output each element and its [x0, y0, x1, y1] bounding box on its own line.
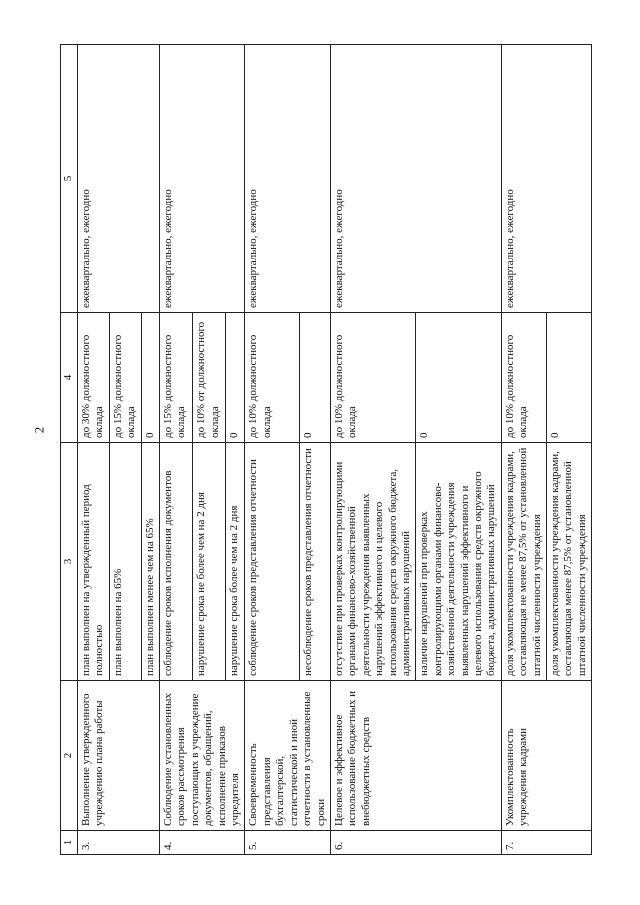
row-number: 4.	[160, 831, 245, 855]
amount-cell: 0	[547, 313, 592, 443]
table-row	[245, 45, 299, 855]
header-cell: 5	[61, 45, 78, 313]
table-row	[160, 45, 193, 855]
amount-cell: 0	[141, 313, 159, 443]
period-cell: ежеквартально, ежегодно	[330, 45, 501, 313]
condition-cell: наличие нарушений при проверках контролирующими органами финансово-хозяйственной деятельности учреждения выявленных нарушений эффективного и целевого использования средств окружного бюджета, административных нарушений	[416, 443, 501, 681]
header-cell: 1	[61, 831, 78, 855]
amount-cell: 0	[226, 313, 245, 443]
period-cell: ежеквартально, ежегодно	[78, 45, 160, 313]
amount-cell: до 30% должностного оклада	[78, 313, 110, 443]
amount-cell: до 10% должностного оклада	[330, 313, 415, 443]
period-cell: ежеквартально, ежегодно	[501, 45, 591, 313]
indicator-cell: Своевременность представления бухгалтерской, статистической и иной отчетности в установленные сроки	[245, 681, 330, 831]
rotated-table-wrapper	[60, 45, 588, 855]
amount-cell: 0	[299, 313, 330, 443]
criteria-table	[60, 44, 592, 855]
condition-cell: отсутствие при проверках контролирующими органами финансово-хозяйственной деятельности учреждения выявленных нарушений эффективного и целевого использования средств окружного бюджета, административных нарушений	[330, 443, 415, 681]
indicator-cell: Укомплектованность учреждения кадрами	[501, 681, 591, 831]
period-cell: ежеквартально, ежегодно	[160, 45, 245, 313]
table-row	[78, 45, 110, 855]
table-row	[501, 45, 546, 855]
amount-cell: до 10% должностного оклада	[245, 313, 299, 443]
row-number: 7.	[501, 831, 591, 855]
condition-cell: соблюдение сроков представления отчетности	[245, 443, 299, 681]
condition-cell: план выполнен менее чем на 65%	[141, 443, 159, 681]
condition-cell: соблюдение сроков исполнения документов	[160, 443, 193, 681]
amount-cell: 0	[416, 313, 501, 443]
indicator-cell: Соблюдение установленных сроков рассмотрения поступающих в учреждение документов, обращений, исполнение приказов учредителя	[160, 681, 245, 831]
header-cell: 2	[61, 681, 78, 831]
table-row	[330, 45, 415, 855]
amount-cell: до 10% от должностного оклада	[193, 313, 226, 443]
condition-cell: несоблюдение сроков представления отчетности	[299, 443, 330, 681]
condition-cell: план выполнен на утвержденный период полностью	[78, 443, 110, 681]
indicator-cell: Целевое и эффективное использование бюджетных и внебюджетных средств	[330, 681, 501, 831]
period-cell: ежеквартально, ежегодно	[245, 45, 330, 313]
condition-cell: доля укомплектованности учреждения кадрами, составляющая менее 87,5% от установленной штатной численности учреждения	[547, 443, 592, 681]
indicator-cell: Выполнение утвержденного учреждению плана работы	[78, 681, 160, 831]
amount-cell: до 10% должностного оклада	[501, 313, 546, 443]
header-row	[61, 45, 78, 855]
amount-cell: до 15% должностного оклада	[160, 313, 193, 443]
condition-cell: нарушение срока не более чем на 2 дня	[193, 443, 226, 681]
row-number: 3.	[78, 831, 160, 855]
header-cell: 4	[61, 313, 78, 443]
condition-cell: нарушение срока более чем на 2 дня	[226, 443, 245, 681]
row-number: 6.	[330, 831, 501, 855]
header-cell: 3	[61, 443, 78, 681]
row-number: 5.	[245, 831, 330, 855]
condition-cell: план выполнен на 65%	[109, 443, 141, 681]
amount-cell: до 15% должностного оклада	[109, 313, 141, 443]
condition-cell: доля укомплектованности учреждения кадрами, составляющая не менее 87,5% от установленной штатной численности учреждения	[501, 443, 546, 681]
page-number: 2	[31, 426, 47, 434]
